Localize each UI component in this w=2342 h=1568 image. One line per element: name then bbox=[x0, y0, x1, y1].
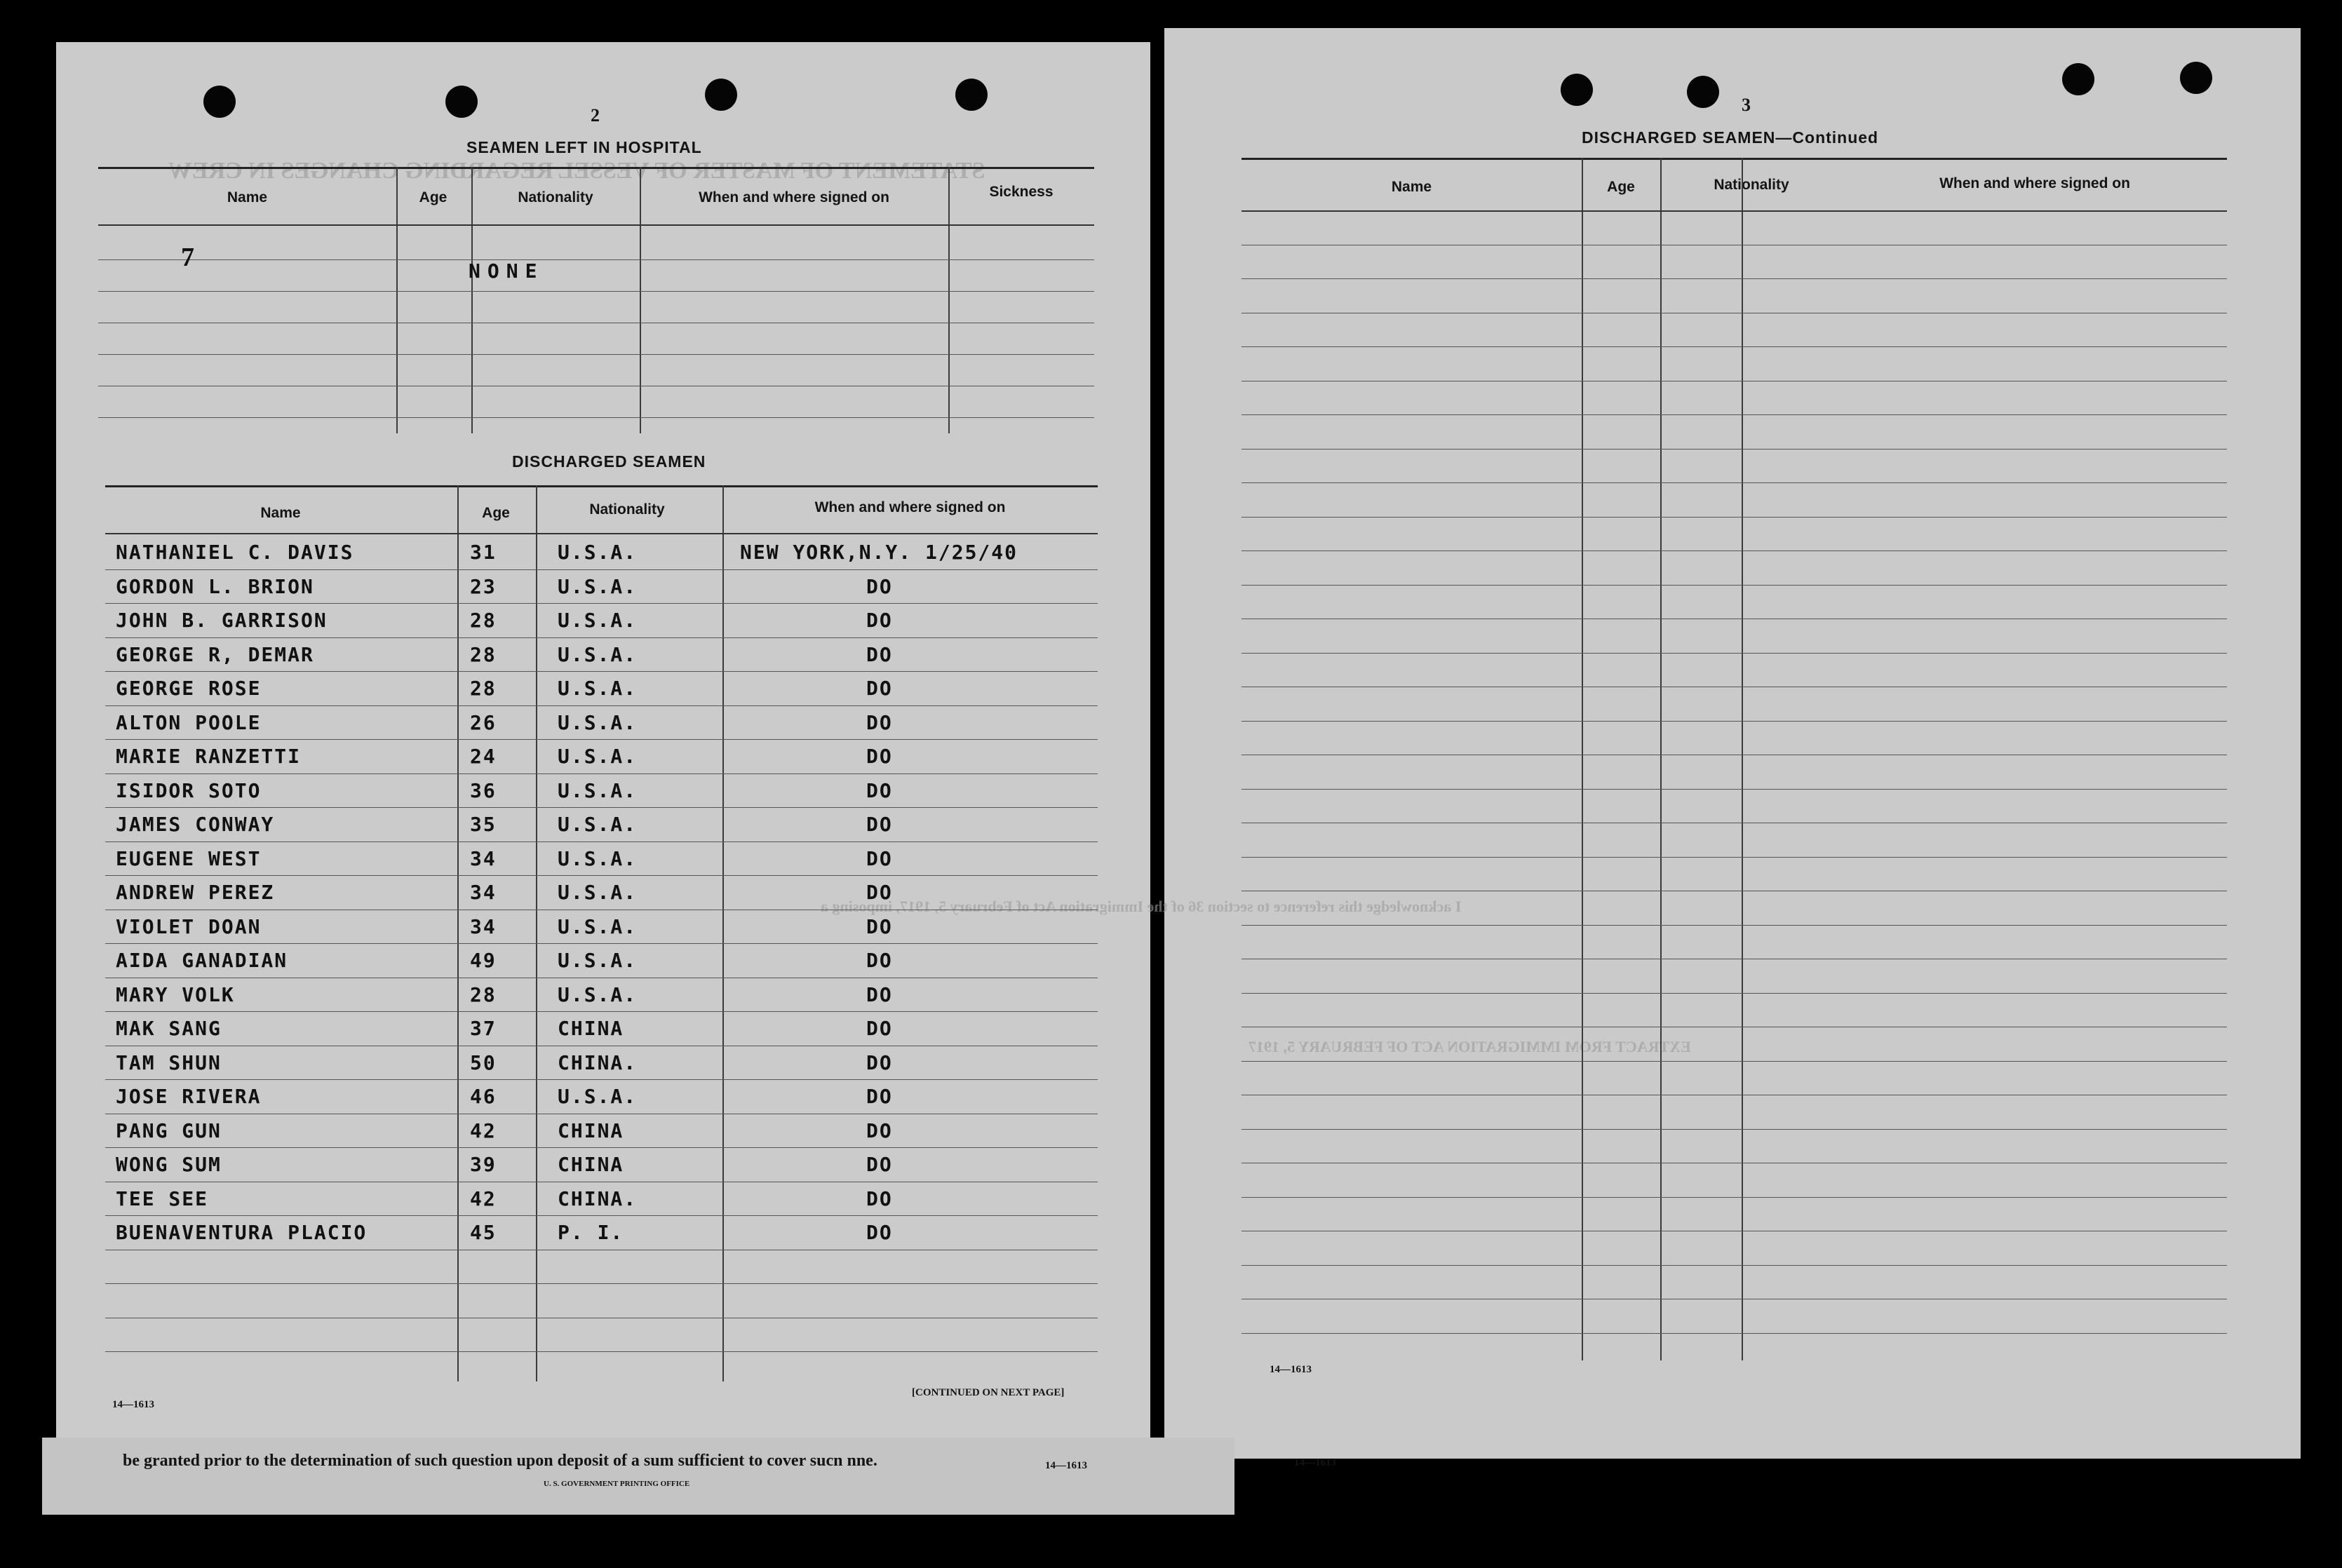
seaman-name: ANDREW PEREZ bbox=[116, 881, 275, 904]
seaman-nationality: U.S.A. bbox=[558, 1085, 638, 1108]
seaman-signed-on: DO bbox=[866, 1017, 893, 1040]
row-divider bbox=[1241, 1061, 2227, 1062]
seaman-age: 42 bbox=[470, 1187, 497, 1210]
row-divider bbox=[1241, 993, 2227, 994]
seaman-name: GEORGE R, DEMAR bbox=[116, 642, 314, 666]
row-divider bbox=[105, 1283, 1098, 1284]
column-header-name: Name bbox=[227, 189, 268, 205]
seaman-nationality: U.S.A. bbox=[558, 813, 638, 836]
seaman-nationality: U.S.A. bbox=[558, 881, 638, 904]
seaman-name: VIOLET DOAN bbox=[116, 914, 262, 938]
seaman-name: JOSE RIVERA bbox=[116, 1085, 262, 1108]
seaman-name: TEE SEE bbox=[116, 1187, 209, 1210]
footer-text: be granted prior to the determination of such question upon deposit of a sum sufficient to cover sucn nne. bbox=[123, 1452, 877, 1470]
seaman-name: MAK SANG bbox=[116, 1017, 222, 1040]
seaman-nationality: U.S.A. bbox=[558, 710, 638, 734]
hospital-section-title: SEAMEN LEFT IN HOSPITAL bbox=[466, 138, 702, 156]
seaman-name: ISIDOR SOTO bbox=[116, 778, 262, 802]
page-number: 2 bbox=[591, 105, 600, 126]
row-divider bbox=[1241, 346, 2227, 347]
punch-hole bbox=[1561, 74, 1593, 106]
row-divider bbox=[1241, 414, 2227, 415]
seaman-nationality: CHINA bbox=[558, 1118, 624, 1142]
row-divider bbox=[105, 807, 1098, 808]
seaman-nationality: U.S.A. bbox=[558, 541, 638, 564]
seaman-age: 28 bbox=[470, 609, 497, 632]
column-header-signed-on: When and where signed on bbox=[1939, 175, 2130, 191]
seaman-age: 45 bbox=[470, 1221, 497, 1244]
continued-note: [CONTINUED ON NEXT PAGE] bbox=[912, 1387, 1065, 1398]
seaman-signed-on: DO bbox=[866, 813, 893, 836]
seaman-age: 34 bbox=[470, 881, 497, 904]
seaman-nationality: U.S.A. bbox=[558, 574, 638, 598]
seaman-nationality: U.S.A. bbox=[558, 778, 638, 802]
seaman-age: 36 bbox=[470, 778, 497, 802]
seaman-signed-on: DO bbox=[866, 1187, 893, 1210]
seaman-signed-on: DO bbox=[866, 881, 893, 904]
row-divider bbox=[105, 773, 1098, 774]
seaman-nationality: CHINA bbox=[558, 1017, 624, 1040]
seaman-signed-on: DO bbox=[866, 574, 893, 598]
row-divider bbox=[1241, 550, 2227, 551]
row-divider bbox=[1241, 1129, 2227, 1130]
column-header-nationality: Nationality bbox=[589, 501, 665, 518]
seaman-age: 26 bbox=[470, 710, 497, 734]
seaman-nationality: U.S.A. bbox=[558, 982, 638, 1006]
seaman-signed-on: DO bbox=[866, 778, 893, 802]
printer-imprint: U. S. GOVERNMENT PRINTING OFFICE bbox=[544, 1480, 690, 1488]
punch-hole bbox=[2062, 63, 2094, 95]
row-divider bbox=[1241, 721, 2227, 722]
column-header-name: Name bbox=[1391, 179, 1432, 195]
seaman-nationality: U.S.A. bbox=[558, 949, 638, 972]
row-divider bbox=[105, 603, 1098, 604]
punch-hole bbox=[445, 86, 478, 118]
seaman-age: 28 bbox=[470, 677, 497, 700]
handwritten-mark: 7 bbox=[181, 243, 196, 272]
seaman-nationality: U.S.A. bbox=[558, 914, 638, 938]
seaman-nationality: U.S.A. bbox=[558, 677, 638, 700]
seaman-age: 34 bbox=[470, 846, 497, 870]
column-header-nationality: Nationality bbox=[518, 189, 593, 205]
row-divider bbox=[105, 637, 1098, 638]
show-through-text: STATEMENT OF MASTER OF VESSEL REGARDING CHANGES IN CREW bbox=[168, 158, 985, 184]
seaman-signed-on: DO bbox=[866, 1085, 893, 1108]
row-divider bbox=[105, 943, 1098, 944]
seaman-nationality: U.S.A. bbox=[558, 609, 638, 632]
seaman-age: 24 bbox=[470, 745, 497, 768]
form-number: 14—1613 bbox=[1270, 1364, 1312, 1375]
seaman-signed-on: DO bbox=[866, 846, 893, 870]
punch-hole bbox=[2180, 62, 2212, 94]
discharged-section-title: DISCHARGED SEAMEN bbox=[512, 452, 706, 471]
punch-hole bbox=[955, 79, 988, 111]
row-divider bbox=[1241, 857, 2227, 858]
seaman-name: ALTON POOLE bbox=[116, 710, 262, 734]
seaman-age: 35 bbox=[470, 813, 497, 836]
row-divider bbox=[1241, 1265, 2227, 1266]
seaman-signed-on: DO bbox=[866, 1221, 893, 1244]
row-divider bbox=[105, 1351, 1098, 1352]
row-divider bbox=[1241, 1197, 2227, 1198]
seaman-nationality: U.S.A. bbox=[558, 745, 638, 768]
row-divider bbox=[1241, 517, 2227, 518]
page-number: 3 bbox=[1742, 95, 1751, 115]
show-through-text: I acknowledge this reference to section 36 of the Immigration Act of February 5, 1917, imposing a bbox=[821, 898, 1462, 915]
seaman-name: NATHANIEL C. DAVIS bbox=[116, 541, 354, 564]
seaman-name: BUENAVENTURA PLACIO bbox=[116, 1221, 368, 1244]
seaman-nationality: CHINA bbox=[558, 1153, 624, 1176]
seaman-age: 34 bbox=[470, 914, 497, 938]
column-header-signed-on: When and where signed on bbox=[814, 499, 1006, 515]
seaman-age: 23 bbox=[470, 574, 497, 598]
row-divider bbox=[105, 1147, 1098, 1148]
seaman-age: 28 bbox=[470, 982, 497, 1006]
row-divider bbox=[105, 1215, 1098, 1216]
seaman-age: 49 bbox=[470, 949, 497, 972]
row-divider bbox=[105, 875, 1098, 876]
seaman-age: 42 bbox=[470, 1118, 497, 1142]
seaman-signed-on: DO bbox=[866, 745, 893, 768]
footer-form-number: 14—1613 bbox=[1045, 1460, 1087, 1471]
seaman-name: GEORGE ROSE bbox=[116, 677, 262, 700]
row-divider bbox=[105, 739, 1098, 740]
seaman-signed-on: DO bbox=[866, 1118, 893, 1142]
seaman-name: AIDA GANADIAN bbox=[116, 949, 288, 972]
seaman-signed-on: DO bbox=[866, 1153, 893, 1176]
seaman-signed-on: DO bbox=[866, 642, 893, 666]
seaman-signed-on: DO bbox=[866, 1050, 893, 1074]
row-divider bbox=[105, 569, 1098, 570]
seaman-age: 39 bbox=[470, 1153, 497, 1176]
column-header-signed-on: When and where signed on bbox=[699, 189, 889, 205]
form-number: 14—1613 bbox=[112, 1399, 154, 1410]
seaman-signed-on: DO bbox=[866, 949, 893, 972]
seaman-name: JOHN B. GARRISON bbox=[116, 609, 328, 632]
seaman-nationality: U.S.A. bbox=[558, 642, 638, 666]
seaman-nationality: P. I. bbox=[558, 1221, 624, 1244]
row-divider bbox=[1241, 482, 2227, 483]
row-divider bbox=[105, 671, 1098, 672]
row-divider bbox=[105, 1079, 1098, 1080]
seaman-name: TAM SHUN bbox=[116, 1050, 222, 1074]
row-divider bbox=[1241, 1333, 2227, 1334]
seaman-name: PANG GUN bbox=[116, 1118, 222, 1142]
seaman-name: EUGENE WEST bbox=[116, 846, 262, 870]
row-divider bbox=[1241, 925, 2227, 926]
column-header-nationality: Nationality bbox=[1714, 177, 1789, 193]
row-divider bbox=[1241, 585, 2227, 586]
column-header-sickness: Sickness bbox=[989, 184, 1054, 200]
row-divider bbox=[105, 1011, 1098, 1012]
seaman-age: 50 bbox=[470, 1050, 497, 1074]
right-page bbox=[1164, 28, 2301, 1459]
seaman-signed-on: DO bbox=[866, 609, 893, 632]
underlying-page-strip bbox=[42, 1438, 1234, 1515]
discharged-continued-title: DISCHARGED SEAMEN—Continued bbox=[1582, 128, 1879, 147]
seaman-nationality: CHINA. bbox=[558, 1187, 638, 1210]
seaman-signed-on: DO bbox=[866, 982, 893, 1006]
seaman-signed-on: DO bbox=[866, 677, 893, 700]
seaman-signed-on: DO bbox=[866, 710, 893, 734]
row-divider bbox=[105, 705, 1098, 706]
row-divider bbox=[1241, 449, 2227, 450]
seaman-signed-on: NEW YORK,N.Y. 1/25/40 bbox=[740, 541, 1018, 564]
seaman-age: 46 bbox=[470, 1085, 497, 1108]
hospital-entry-none: NONE bbox=[469, 259, 544, 283]
show-through-text: EXTRACT FROM IMMIGRATION ACT OF FEBRUARY 5, 1917 bbox=[1249, 1038, 1691, 1055]
seaman-nationality: U.S.A. bbox=[558, 846, 638, 870]
row-divider bbox=[1241, 278, 2227, 279]
punch-hole bbox=[1687, 76, 1719, 108]
column-header-age: Age bbox=[482, 505, 510, 521]
row-divider bbox=[1241, 653, 2227, 654]
column-header-age: Age bbox=[419, 189, 447, 205]
punch-hole bbox=[705, 79, 737, 111]
footer-form-number-2: 14—1613 bbox=[1294, 1457, 1336, 1468]
seaman-name: JAMES CONWAY bbox=[116, 813, 275, 836]
column-header-age: Age bbox=[1607, 179, 1635, 195]
seaman-name: MARY VOLK bbox=[116, 982, 235, 1006]
row-divider bbox=[1241, 210, 2227, 212]
seaman-name: MARIE RANZETTI bbox=[116, 745, 302, 768]
seaman-name: GORDON L. BRION bbox=[116, 574, 314, 598]
seaman-age: 31 bbox=[470, 541, 497, 564]
row-divider bbox=[1241, 789, 2227, 790]
punch-hole bbox=[203, 86, 236, 118]
seaman-name: WONG SUM bbox=[116, 1153, 222, 1176]
seaman-nationality: CHINA. bbox=[558, 1050, 638, 1074]
column-header-name: Name bbox=[260, 505, 301, 521]
seaman-signed-on: DO bbox=[866, 914, 893, 938]
seaman-age: 28 bbox=[470, 642, 497, 666]
seaman-age: 37 bbox=[470, 1017, 497, 1040]
